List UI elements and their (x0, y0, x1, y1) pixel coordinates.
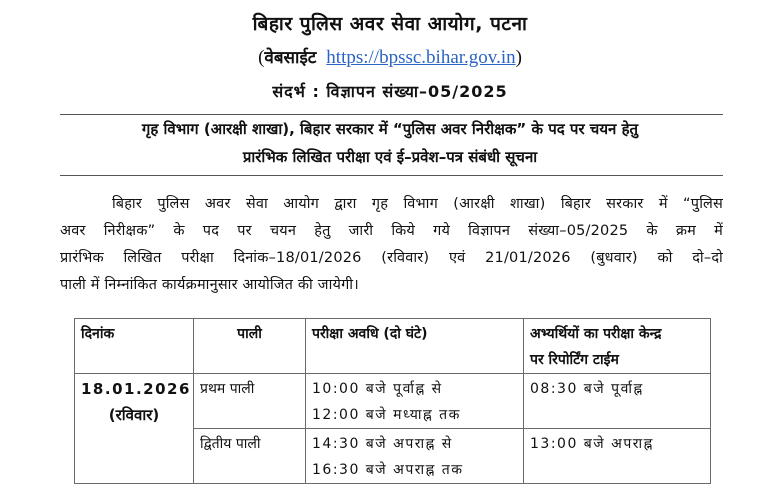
subject-top-divider (60, 114, 723, 115)
paragraph-line-text: बिहार पुलिस अवर सेवा आयोग द्वारा गृह विभाग (आरक्षी शाखा) बिहार सरकार में “पुलिस (112, 196, 723, 212)
paragraph-line (60, 191, 723, 218)
shift-cell: द्वितीय पाली (194, 429, 306, 484)
exam-day: (रविवार) (108, 406, 160, 424)
website-line (0, 45, 780, 69)
advertisement-reference: संदर्भ : विज्ञापन संख्या–05/2025 (272, 82, 508, 101)
subject-bottom-divider (60, 175, 723, 176)
duration-from: 14:30 बजे अपराह्न से (312, 436, 453, 452)
duration-cell (306, 374, 524, 429)
duration-from: 10:00 बजे पूर्वाह्न से (312, 381, 443, 397)
website-link[interactable]: https://bpssc.bihar.gov.in (326, 47, 516, 68)
header-shift: पाली (194, 319, 306, 374)
subject-line-1: गृह विभाग (आरक्षी शाखा), बिहार सरकार में “पुलिस अवर निरीक्षक” के पद पर चयन हेतु (141, 120, 639, 138)
paragraph-line (60, 218, 723, 245)
header-reporting-time (524, 319, 711, 374)
paragraph-line-text: अवर निरीक्षक” के पद पर चयन हेतु जारी किये गये विज्ञापन संख्या–05/2025 के क्रम में (60, 223, 723, 239)
reporting-time-cell: 08:30 बजे पूर्वाह्न (524, 374, 711, 429)
header-reporting-line-2: पर रिपोर्टिंग टाईम (530, 352, 619, 368)
paragraph-line-text: प्रारंभिक लिखित परीक्षा दिनांक–18/01/2026 (रविवार) एवं 21/01/2026 (बुधवार) को दो–दो (60, 250, 723, 266)
duration-to: 12:00 बजे मध्याह्न तक (312, 407, 461, 423)
exam-date: 18.01.2026 (81, 380, 191, 398)
website-paren-close: ) (515, 47, 522, 68)
notice-body-paragraph (60, 191, 723, 299)
paragraph-line-text: पाली में निम्नांकित कार्यक्रमानुसार आयोजित की जायेगी। (60, 277, 359, 293)
table-row (75, 374, 711, 429)
paragraph-line (60, 272, 723, 299)
shift-cell: प्रथम पाली (194, 374, 306, 429)
header-reporting-line-1: अभ्यर्थियों का परीक्षा केन्द्र (530, 326, 662, 342)
table-header-row (75, 319, 711, 374)
exam-date-cell (75, 374, 194, 484)
duration-cell (306, 429, 524, 484)
exam-schedule-table (74, 318, 711, 484)
header-date: दिनांक (75, 319, 194, 374)
header-duration: परीक्षा अवधि (दो घंटे) (306, 319, 524, 374)
duration-to: 16:30 बजे अपराह्न तक (312, 462, 464, 478)
website-paren-open: ( (258, 47, 265, 68)
subject-line-2: प्रारंभिक लिखित परीक्षा एवं ई–प्रवेश–पत्र संबंधी सूचना (242, 148, 538, 166)
paragraph-line (60, 245, 723, 272)
website-label: वेबसाईट (264, 48, 317, 68)
reporting-time-cell: 13:00 बजे अपराह्न (524, 429, 711, 484)
organization-title: बिहार पुलिस अवर सेवा आयोग, पटना (252, 13, 528, 35)
